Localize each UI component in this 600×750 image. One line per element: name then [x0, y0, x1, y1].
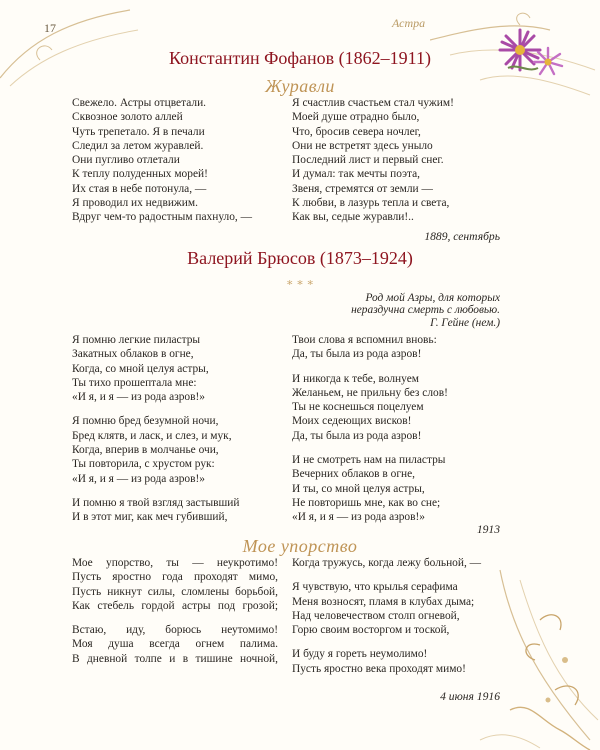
- verse-line: Сквозное золото аллей: [72, 111, 183, 124]
- poem2-date: 1913: [476, 523, 500, 536]
- verse-line: Пусть яростно года проходят мимо,: [72, 571, 278, 584]
- verse-line: Я помню бред безумной ночи,: [72, 415, 219, 428]
- verse-line: Что, бросив севера ночлег,: [292, 125, 421, 138]
- verse-line: Последний лист и первый снег.: [292, 154, 444, 167]
- verse-line: В дневной толпе и в тишине ночной,: [72, 652, 278, 665]
- verse-line: Закатных облаков в огне,: [72, 348, 194, 361]
- verse-line: И в этот миг, как меч губивший,: [72, 511, 228, 524]
- verse-line: И думал: так мечты поэта,: [292, 168, 420, 181]
- verse-line: Твои слова я вспомнил вновь:: [292, 334, 437, 346]
- page-number: 17: [44, 21, 56, 35]
- poem2-left-column: [72, 333, 239, 525]
- verse-line: Не повторишь мне, как во сне;: [292, 496, 441, 509]
- poem2-epigraph: [351, 292, 500, 329]
- verse-line: Меня возносят, пламя в клубах дыма;: [292, 595, 475, 608]
- poem1-left-column: [72, 96, 252, 225]
- verse-line: И буду я гореть неумолимо!: [292, 648, 428, 661]
- verse-line: Я счастлив счастьем стал чужим!: [292, 97, 454, 109]
- verse-line: И ты, со мной целуя астры,: [292, 482, 425, 495]
- poem2-right-column: [292, 333, 448, 525]
- epigraph-line: нераздучна смерть с любовью.: [351, 304, 500, 317]
- verse-line: «И я, и я — из рода азров!»: [72, 472, 205, 485]
- verse-line: Когда тружусь, когда лежу больной, —: [292, 557, 482, 569]
- verse-line: Следил за летом журавлей.: [72, 139, 204, 152]
- verse-line: Да, ты была из рода азров!: [292, 429, 422, 442]
- verse-line: Моих седеющих висков!: [292, 415, 412, 428]
- epigraph-line: Род мой Азры, для которых: [365, 292, 500, 304]
- verse-line: Бред клятв, и ласк, и слез, и мук,: [72, 429, 232, 442]
- verse-line: Пусть яростно века проходят мимо!: [292, 662, 466, 675]
- verse-line: Когда, вперив в молчанье очи,: [72, 444, 219, 457]
- verse-line: Мое упорство, ты — неукротимо!: [72, 557, 278, 569]
- poem3-date: 4 июня 1916: [440, 690, 500, 703]
- verse-line: Горю своим восторгом и тоской,: [292, 624, 450, 637]
- verse-line: Ты повторила, с хрустом рук:: [72, 458, 215, 471]
- verse-line: Я чувствую, что крылья серафима: [292, 581, 458, 594]
- verse-line: Как стебель гордой астры под грозой;: [72, 599, 278, 612]
- poem2-author: Валерий Брюсов (1873–1924): [187, 248, 413, 268]
- verse-line: Как вы, седые журавли!..: [292, 211, 414, 224]
- poem3-left-column: [72, 556, 278, 666]
- verse-line: Я помню легкие пиластры: [72, 334, 201, 346]
- poem3-title: Мое упорство: [242, 536, 358, 556]
- verse-line: И никогда к тебе, волнуем: [292, 372, 419, 385]
- asterism-ornament: ∗ ∗ ∗: [286, 277, 314, 289]
- verse-line: Вечерних облаков в огне,: [292, 468, 415, 481]
- verse-line: Моей душе отрадно было,: [292, 111, 420, 124]
- poem1-date: 1889, сентябрь: [424, 230, 500, 243]
- verse-line: Звеня, стремятся от земли —: [292, 182, 433, 195]
- verse-line: «И я, и я — из рода азров!»: [292, 511, 425, 524]
- verse-line: И помню я твой взгляд застывший: [72, 496, 240, 509]
- poem1-right-column: [292, 96, 454, 225]
- verse-line: Встаю, иду, борюсь неутомимо!: [72, 624, 278, 637]
- verse-line: К любви, в лазурь тепла и света,: [292, 197, 450, 210]
- poem1-title: Журавли: [265, 76, 335, 96]
- running-head: Астра: [392, 16, 426, 30]
- poem3-right-column: [292, 556, 481, 676]
- verse-line: Ты тихо прошептала мне:: [72, 376, 197, 389]
- verse-line: Пусть никнут силы, сломлены борьбой,: [72, 585, 278, 598]
- verse-line: Моя душа всегда огнем палима.: [72, 638, 278, 651]
- verse-line: Они не встретят здесь уныло: [292, 139, 433, 152]
- poem1-author: Константин Фофанов (1862–1911): [169, 48, 431, 68]
- verse-line: Когда, со мной целуя астры,: [72, 362, 209, 375]
- verse-line: Желаньем, не прильну без слов!: [292, 386, 448, 399]
- verse-line: Я проводил их недвижим.: [72, 197, 198, 210]
- epigraph-attribution: Г. Гейне (нем.): [430, 316, 500, 329]
- verse-line: К теплу полуденных морей!: [72, 168, 208, 181]
- verse-line: Над человечеством столп огневой,: [292, 609, 460, 622]
- verse-line: «И я, и я — из рода азров!»: [72, 391, 205, 404]
- verse-line: Чуть трепетало. Я в печали: [72, 125, 205, 138]
- verse-line: Они пугливо отлетали: [72, 154, 180, 167]
- verse-line: Ты не коснешься поцелуем: [292, 401, 424, 414]
- verse-line: Свежело. Астры отцветали.: [72, 97, 207, 109]
- verse-line: Вдруг чем-то радостным пахнуло, —: [72, 211, 252, 224]
- verse-line: Их стая в небе потонула, —: [72, 182, 207, 195]
- verse-line: Да, ты была из рода азров!: [292, 348, 422, 361]
- verse-line: И не смотреть нам на пиластры: [292, 454, 446, 467]
